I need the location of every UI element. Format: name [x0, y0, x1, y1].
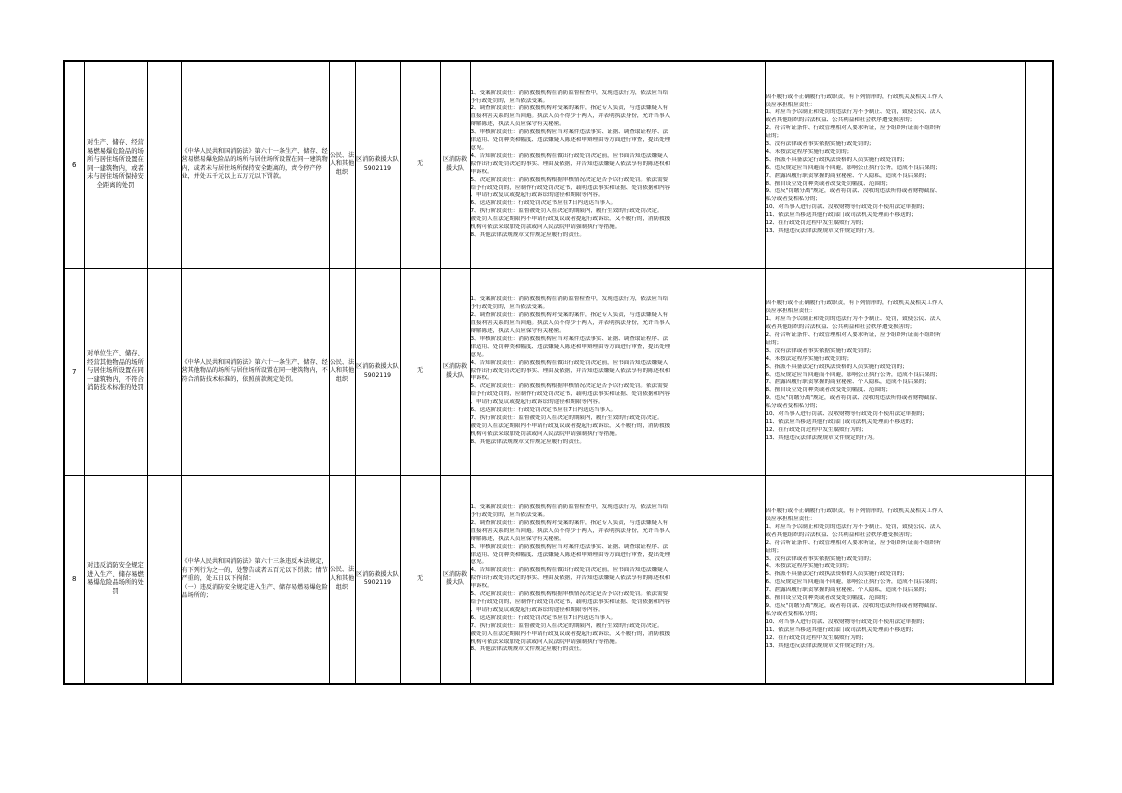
accountability-line: 员应承担相应责任： [765, 516, 816, 522]
accountability-line: 4、未按法定程序实施行政处罚的； [765, 148, 853, 155]
duty-cell [470, 268, 765, 475]
accountability-line: 5、指派不具备法定行政执法资格的人员实施行政处罚的； [765, 156, 908, 163]
accountability-line: 8、擅自设立处罚种类或者改变处罚幅度、范围的； [765, 180, 892, 187]
duty-line: 1、受案阶段责任：消防救援机构在消防监督检查中，发现违法行为，依法应当给 [470, 504, 669, 511]
duty-line: 、申请行政复议或提起行政诉讼的途径和期限等内容。 [470, 192, 604, 199]
duty-line: 3、审核阶段责任：消防救援机构应当对案件违法事实、证据、调查取证程序、法 [470, 543, 669, 550]
duty-line: 4、告知阶段责任：消防救援机构在做出行政处罚决定前，应书面告知违法嫌疑人 [470, 567, 669, 574]
empty-cell [147, 475, 181, 684]
accountability-line: 证的； [765, 339, 783, 346]
duty-line: 给予行政处罚的，应制作行政处罚决定书，载明违法事实和证据、处罚依据和内容 [470, 599, 671, 606]
duty-line: 4、告知阶段责任：消防救援机构在做出行政处罚决定前，应书面告知违法嫌疑人 [470, 359, 669, 366]
duty-line: 7、执行阶段责任：监督被处罚人在决定的期限内，履行生效的行政处罚决定。 [470, 414, 663, 421]
extra-info: 无 [400, 61, 440, 268]
duty-line: 8、其他法律法规规章文件规定应履行的责任。 [470, 646, 585, 653]
department-name: 区消防救援大队 [356, 570, 399, 578]
item-name: 对违反消防安全规定进入生产、储存易燃易爆危险品场所的处罚 [84, 475, 147, 684]
legal-basis: 《中华人民共和国消防法》第六十三条违反本法规定，有下列行为之一的，处警告或者五百元以下罚款；情节严重的，处五日以下拘留： （一）违反消防安全规定进入生产、储存易燃易爆危险品场所的； [181, 475, 329, 684]
department-phone: 5902119 [363, 579, 392, 587]
accountability-line: 2、符合听证条件、行政管理相对人要求听证，应予组织听证而不组织听 [765, 331, 941, 338]
duty-line: 直接利害关系的应当回避。执法人员不得少于两人，并表明执法身份，允许当事人 [470, 320, 671, 327]
accountability-line: 或者其他组织的合法权益、公共利益和社会秩序遭受损害的； [765, 531, 916, 538]
duty-line: 申诉权。 [470, 583, 493, 590]
accountability-line: 13、其他违反法律法规规章文件规定的行为。 [765, 642, 878, 649]
duty-line: 律适用、处罚种类和幅度、违法嫌疑人陈述和申辩理由等方面进行审查，提出处理 [470, 343, 671, 350]
accountability-line: 9、违反"罚缴分离"规定，或者将罚款、没收的违法所得或者财物截留、 [765, 188, 941, 195]
executor: 区消防救援大队 [440, 268, 470, 475]
accountability-line: 10、对当事人进行罚款、没收财物等行政处罚不使用法定单据的； [765, 618, 928, 625]
duty-line: 6、送达阶段责任：行政处罚决定书应在7日内送达当事人。 [470, 407, 617, 414]
table-row [64, 268, 1053, 475]
accountability-line: 11、依法应当移送其他行政部门或司法机关处理而不移送的； [765, 626, 917, 633]
duty-line: 直接利害关系的应当回避。执法人员不得少于两人，并表明执法身份，允许当事人 [470, 113, 671, 120]
duty-line: 3、审核阶段责任：消防救援机构应当对案件违法事实、证据、调查取证程序、法 [470, 335, 669, 342]
accountability-line: 10、对当事人进行罚款、没收财物等行政处罚不使用法定单据的； [765, 411, 928, 418]
duty-line: 给予行政处罚的，应制作行政处罚决定书，载明违法事实和证据、处罚依据和内容 [470, 391, 671, 398]
accountability-line: 私分或者变相私分的； [765, 196, 821, 203]
accountability-line: 7、泄露因履行职责掌握的商业秘密、个人隐私，造成不良后果的； [765, 587, 930, 594]
accountability-line: 11、依法应当移送其他行政部门或司法机关处理而不移送的； [765, 212, 917, 219]
duty-line: 申诉权。 [470, 168, 493, 175]
accountability-line: 9、违反"罚缴分离"规定，或者将罚款、没收的违法所得或者财物截留、 [765, 602, 941, 609]
accountability-line: 4、未按法定程序实施行政处罚的； [765, 355, 853, 362]
responsible-department [355, 61, 400, 268]
accountability-line: 员应承担相应责任： [765, 101, 816, 108]
accountability-line: 2、符合听证条件、行政管理相对人要求听证，应予组织听证而不组织听 [765, 539, 941, 546]
accountability-line: 8、擅自设立处罚种类或者改变处罚幅度、范围的； [765, 595, 892, 602]
duty-line: 、申请行政复议或提起行政诉讼的途径和期限等内容。 [470, 606, 604, 613]
legal-basis: 《中华人民共和国消防法》第六十一条生产、储存、经营易燃易爆危险品的场所与居住场所设置在同一建筑物内，或者未与居住场所保持安全距离的，责令停产停业，并处五千元以上五万元以下罚款。 [181, 61, 329, 268]
accountability-cell [765, 61, 1025, 268]
accountability-line: 5、指派不具备法定行政执法资格的人员实施行政处罚的； [765, 363, 908, 370]
accountability-line: 1、对应当予以制止和处罚的违法行为不予制止、处罚，致使公民、法人 [765, 316, 941, 323]
target-object: 公民、法人和其他组织 [329, 475, 355, 684]
duty-line: 1、受案阶段责任：消防救援机构在消防监督检查中，发现违法行为，依法应当给 [470, 296, 669, 303]
duty-line: 直接利害关系的应当回避。执法人员不得少于两人，并表明执法身份，允许当事人 [470, 527, 671, 534]
duty-line: 2、调查阶段责任：消防救援机构对受案的案件，指定专人负责，与违法嫌疑人有 [470, 312, 669, 319]
empty-cell [1025, 268, 1053, 475]
accountability-line: 证的； [765, 547, 783, 554]
duty-line: 拟作出行政处罚决定的事实、理由及依据，并告知违法嫌疑人依法享有的陈述权和 [470, 575, 671, 582]
accountability-line: 3、没有法律或者事实依据实施行政处罚的； [765, 347, 875, 354]
accountability-line: 12、在行政处罚过程中发生腐败行为的； [765, 220, 867, 227]
duty-line: 、申请行政复议或提起行政诉讼的途径和期限等内容。 [470, 399, 604, 406]
duty-line: 予行政处罚的，应当依法受案。 [470, 304, 549, 311]
department-phone: 5902119 [363, 164, 392, 172]
duty-line: 5、决定阶段责任：消防救援机构根据审核情况决定是否予以行政处罚。依法需要 [470, 591, 669, 598]
accountability-line: 4、未按法定程序实施行政处罚的； [765, 563, 853, 570]
legal-basis: 《中华人民共和国消防法》第六十一条生产、储存、经营其他物品的场所与居住场所设置在同一建筑物内，不符合消防技术标准的，依照前款规定处罚。 [181, 268, 329, 475]
responsible-department [355, 268, 400, 475]
duty-line: 给予行政处罚的，应制作行政处罚决定书，载明违法事实和证据、处罚依据和内容 [470, 184, 671, 191]
item-name: 对单位生产、储存、经营其他物品的场所与居住场所设置在同一建筑物内，不符合消防技术标准的处罚 [84, 268, 147, 475]
empty-cell [147, 268, 181, 475]
accountability-cell [765, 475, 1025, 684]
duty-line: 3、审核阶段责任：消防救援机构应当对案件违法事实、证据、调查取证程序、法 [470, 129, 669, 136]
duty-line: 意见。 [470, 559, 488, 566]
accountability-line: 因不履行或不正确履行行政职责，有下列情形的，行政机关及相关工作人 [765, 300, 943, 307]
duty-line: 申诉权。 [470, 375, 493, 382]
row-number: 8 [64, 475, 84, 684]
duty-line: 意见。 [470, 144, 488, 151]
duty-line: 拟作出行政处罚决定的事实、理由及依据，并告知违法嫌疑人依法享有的陈述权和 [470, 160, 671, 167]
accountability-cell [765, 268, 1025, 475]
accountability-line: 私分或者变相私分的； [765, 610, 821, 617]
accountability-line: 13、其他违反法律法规规章文件规定的行为。 [765, 228, 878, 234]
accountability-line: 或者其他组织的合法权益、公共利益和社会秩序遭受损害的； [765, 324, 916, 331]
accountability-line: 3、没有法律或者事实依据实施行政处罚的； [765, 141, 875, 148]
accountability-line: 5、指派不具备法定行政执法资格的人员实施行政处罚的； [765, 571, 908, 578]
duty-line: 2、调查阶段责任：消防救援机构对受案的案件，指定专人负责，与违法嫌疑人有 [470, 519, 669, 526]
accountability-line: 8、擅自设立处罚种类或者改变处罚幅度、范围的； [765, 387, 892, 394]
duty-line: 5、决定阶段责任：消防救援机构根据审核情况决定是否予以行政处罚。依法需要 [470, 383, 669, 390]
duty-line: 机构可依法采取加处罚款或向人民法院申请强制执行等措施。 [470, 224, 621, 231]
accountability-line: 12、在行政处罚过程中发生腐败行为的； [765, 426, 867, 433]
empty-cell [1025, 61, 1053, 268]
accountability-line: 12、在行政处罚过程中发生腐败行为的； [765, 634, 867, 641]
accountability-line: 私分或者变相私分的； [765, 403, 821, 410]
accountability-line: 9、违反"罚缴分离"规定，或者将罚款、没收的违法所得或者财物截留、 [765, 395, 941, 402]
accountability-line: 因不履行或不正确履行行政职责，有下列情形的，行政机关及相关工作人 [765, 93, 943, 100]
duty-line: 律适用、处罚种类和幅度、违法嫌疑人陈述和申辩理由等方面进行审查，提出处理 [470, 137, 671, 144]
row-number: 7 [64, 268, 84, 475]
accountability-line: 证的； [765, 133, 783, 140]
department-name: 区消防救援大队 [356, 362, 399, 370]
accountability-line: 员应承担相应责任： [765, 308, 816, 315]
accountability-line: 6、违反规定应当回避而不回避，影响公正执行公务，造成不良后果的； [765, 164, 941, 171]
row-number: 6 [64, 61, 84, 268]
department-name: 区消防救援大队 [356, 156, 399, 164]
duty-line: 被处罚人在法定期限内不申请行政复议或者提起行政诉讼，又不履行的，消防救援 [470, 630, 671, 637]
target-object: 公民、法人和其他组织 [329, 61, 355, 268]
duty-line: 2、调查阶段责任：消防救援机构对受案的案件，指定专人负责，与违法嫌疑人有 [470, 105, 669, 112]
power-list-table [63, 60, 1054, 685]
duty-line: 律适用、处罚种类和幅度、违法嫌疑人陈述和申辩理由等方面进行审查，提出处理 [470, 551, 671, 558]
duty-line: 予行政处罚的，应当依法受案。 [470, 512, 549, 519]
responsible-department [355, 475, 400, 684]
duty-line: 6、送达阶段责任：行政处罚决定书应在7日内送达当事人。 [470, 614, 617, 621]
duty-line: 7、执行阶段责任：监督被处罚人在决定的期限内，履行生效的行政处罚决定。 [470, 208, 663, 215]
duty-line: 5、决定阶段责任：消防救援机构根据审核情况决定是否予以行政处罚。依法需要 [470, 176, 669, 183]
empty-cell [1025, 475, 1053, 684]
executor: 区消防救援大队 [440, 475, 470, 684]
table-row [64, 61, 1053, 268]
duty-line: 机构可依法采取加处罚款或向人民法院申请强制执行等措施。 [470, 430, 621, 437]
table-row [64, 475, 1053, 684]
duty-line: 机构可依法采取加处罚款或向人民法院申请强制执行等措施。 [470, 638, 621, 645]
duty-line: 6、送达阶段责任：行政处罚决定书应在7日内送达当事人。 [470, 200, 617, 207]
accountability-line: 10、对当事人进行罚款、没收财物等行政处罚不使用法定单据的； [765, 204, 928, 211]
duty-line: 辩解陈述，执法人员应保守有关秘密。 [470, 535, 565, 542]
item-name: 对生产、储存、经营易燃易爆危险品的场所与居住场所设置在同一建筑物内，或者未与居住场所保持安全距离的处罚 [84, 61, 147, 268]
duty-line: 被处罚人在法定期限内不申请行政复议或者提起行政诉讼，又不履行的，消防救援 [470, 422, 671, 429]
accountability-line: 1、对应当予以制止和处罚的违法行为不予制止、处罚，致使公民、法人 [765, 523, 941, 530]
accountability-line: 3、没有法律或者事实依据实施行政处罚的； [765, 555, 875, 562]
duty-line: 7、执行阶段责任：监督被处罚人在决定的期限内，履行生效的行政处罚决定。 [470, 622, 663, 629]
accountability-line: 6、违反规定应当回避而不回避，影响公正执行公务，造成不良后果的； [765, 371, 941, 378]
duty-line: 8、其他法律法规规章文件规定应履行的责任。 [470, 231, 585, 238]
target-object: 公民、法人和其他组织 [329, 268, 355, 475]
executor: 区消防救援大队 [440, 61, 470, 268]
duty-line: 4、告知阶段责任：消防救援机构在做出行政处罚决定前，应书面告知违法嫌疑人 [470, 152, 669, 159]
empty-cell [147, 61, 181, 268]
duty-line: 辩解陈述，执法人员应保守有关秘密。 [470, 328, 565, 335]
duty-line: 予行政处罚的，应当依法受案。 [470, 97, 549, 104]
extra-info: 无 [400, 475, 440, 684]
duty-line: 1、受案阶段责任：消防救援机构在消防监督检查中，发现违法行为，依法应当给 [470, 89, 669, 96]
accountability-line: 1、对应当予以制止和处罚的违法行为不予制止、处罚，致使公民、法人 [765, 109, 941, 116]
extra-info: 无 [400, 268, 440, 475]
accountability-line: 或者其他组织的合法权益、公共利益和社会秩序遭受损害的； [765, 117, 916, 124]
duty-line: 辩解陈述，执法人员应保守有关秘密。 [470, 121, 565, 128]
duty-line: 被处罚人在法定期限内不申请行政复议或者提起行政诉讼，又不履行的，消防救援 [470, 216, 671, 223]
accountability-line: 13、其他违反法律法规规章文件规定的行为。 [765, 434, 878, 441]
accountability-line: 7、泄露因履行职责掌握的商业秘密、个人隐私，造成不良后果的； [765, 379, 930, 386]
department-phone: 5902119 [363, 371, 392, 379]
accountability-line: 11、依法应当移送其他行政部门或司法机关处理而不移送的； [765, 418, 917, 425]
accountability-line: 因不履行或不正确履行行政职责，有下列情形的，行政机关及相关工作人 [765, 508, 943, 515]
accountability-line: 2、符合听证条件、行政管理相对人要求听证，应予组织听证而不组织听 [765, 125, 941, 132]
duty-cell [470, 475, 765, 684]
duty-cell [470, 61, 765, 268]
duty-line: 意见。 [470, 351, 488, 358]
accountability-line: 6、违反规定应当回避而不回避，影响公正执行公务，造成不良后果的； [765, 579, 941, 586]
duty-line: 拟作出行政处罚决定的事实、理由及依据，并告知违法嫌疑人依法享有的陈述权和 [470, 367, 671, 374]
accountability-line: 7、泄露因履行职责掌握的商业秘密、个人隐私，造成不良后果的； [765, 172, 930, 179]
duty-line: 8、其他法律法规规章文件规定应履行的责任。 [470, 438, 585, 445]
